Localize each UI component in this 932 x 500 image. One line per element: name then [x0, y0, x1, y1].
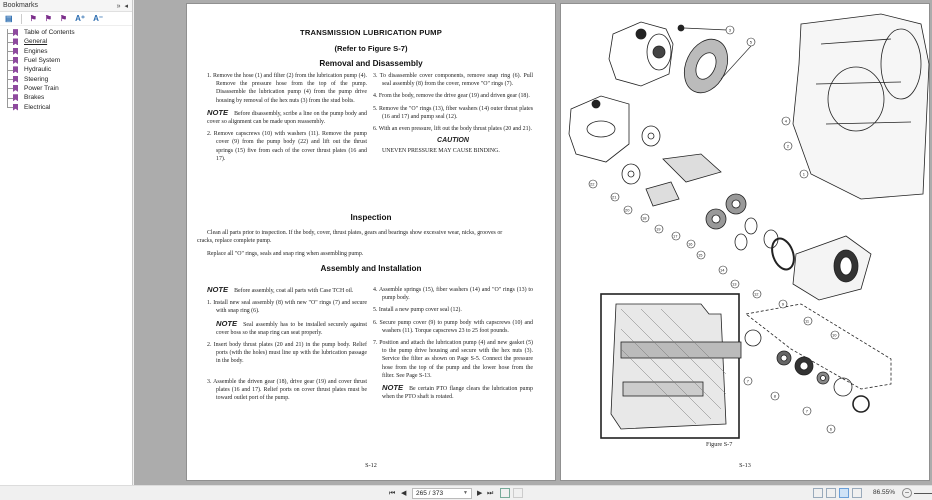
step-text: 7. Position and attach the lubrication pump (4) and new gasket (5) to the pump drive housing and secure with the hex nuts (3). Service the filter as shown on Page S-5. Connect the pressure hose from the top of the pump and the lower hose from the filter. See Page S-13.: [373, 340, 533, 379]
step-text: 2. Remove capscrews (10) with washers (11). Remove the pump cover (9) from the pump body (22) and lift out the thrust springs (15) five from each of the cover thrust plates (16 and 17).: [207, 131, 367, 162]
note-block: NOTE Be certain PTO flange clears the lubrication pump when the PTO shaft is rotated.: [382, 383, 533, 401]
note-label: NOTE: [207, 107, 229, 117]
section-heading-assembly: Assembly and Installation: [320, 264, 422, 273]
toolbar-divider: [21, 14, 22, 24]
svg-text:4: 4: [784, 118, 788, 124]
bookmark-icon: [13, 38, 18, 45]
svg-text:20: 20: [625, 207, 630, 213]
step-text: 1. Remove the hose (1) and filter (2) from the lubrication pump (4). Remove the pressure hose from the top of the pump. Disassemble the lubrication pump (4) from the pump drive housing by removal of the hex nuts (3) from the stud bolts.: [207, 73, 367, 104]
zoom-slider[interactable]: [914, 493, 932, 494]
pump-body-illustration: [609, 22, 673, 86]
bookmark-electrical[interactable]: Electrical: [6, 102, 132, 111]
removal-column-left: [207, 72, 367, 167]
bookmark-steering[interactable]: Steering: [6, 74, 132, 83]
note-block: NOTE Seal assembly has to be installed securely against cover boss so the snap ring can seat properly.: [216, 318, 367, 336]
step-text: 5. Install a new pump cover seal (12).: [373, 307, 462, 314]
bookmark-fuel-system[interactable]: Fuel System: [6, 56, 132, 65]
figure-caption: Figure S-7: [706, 441, 733, 448]
exploded-pump-diagram: [561, 4, 931, 482]
note-block: NOTE Before disassembly, scribe a line on the pump body and cover so alignment can be made upon reassembly.: [207, 107, 367, 126]
status-toolbar: [0, 485, 932, 500]
svg-text:7: 7: [746, 378, 750, 384]
svg-text:10: 10: [832, 332, 837, 338]
previous-view-icon[interactable]: [500, 488, 510, 498]
continuous-facing-view-icon[interactable]: [852, 488, 862, 498]
caution-label: CAUTION: [437, 137, 469, 145]
bookmark-icon: [13, 94, 18, 101]
svg-text:9: 9: [781, 301, 785, 307]
bookmark-expand-icon[interactable]: ⚑: [29, 13, 37, 23]
bookmark-add-icon[interactable]: ⚑: [44, 13, 52, 23]
step-text: 4. Assemble springs (15), fiber washers (14) and "O" rings (13) to pump body.: [373, 287, 533, 302]
chevron-down-icon[interactable]: ▼: [463, 490, 468, 496]
caution-text: UNEVEN PRESSURE MAY CAUSE BINDING.: [382, 148, 500, 155]
note-label: NOTE: [382, 383, 404, 393]
bookmark-icon: [13, 48, 18, 55]
note-block: NOTE Before assembly, coat all parts with Case TCH oil.: [207, 285, 354, 294]
options-icon[interactable]: ▤: [5, 13, 13, 23]
svg-text:18: 18: [642, 215, 647, 221]
zoom-level[interactable]: 86.55%: [873, 489, 896, 496]
panel-controls[interactable]: » ◂: [116, 2, 129, 10]
svg-text:13: 13: [732, 281, 737, 287]
svg-text:3: 3: [728, 27, 732, 33]
page-number-input[interactable]: 265 / 373 ▼: [412, 488, 472, 499]
step-text: 1. Install new seal assembly (8) with new "O" rings (7) and secure with snap ring (6).: [207, 300, 367, 315]
page-subtitle: (Refer to Figure S-7): [334, 44, 408, 53]
single-page-view-icon[interactable]: [813, 488, 823, 498]
step-text: 6. With an even pressure, lift out the body thrust plates (20 and 21).: [373, 126, 532, 133]
note-label: NOTE: [216, 318, 238, 328]
bookmark-hydraulic[interactable]: Hydraulic: [6, 65, 132, 74]
svg-text:19: 19: [656, 226, 661, 232]
inspection-paragraph-1: Clean all parts prior to inspection. If the body, cover, thrust plates, gears and bearings show excessive wear, nicks, grooves or cracks, replace complete pump.: [197, 230, 503, 245]
inspection-paragraph-2: Replace all "O" rings, seals and snap ring when assembling pump.: [207, 251, 364, 257]
step-text: 2. Insert body thrust plates (20 and 21) in the pump body. Relief ports (with the holes) must line up with the lubrication passage in the body.: [207, 342, 367, 365]
step-text: 4. From the body, remove the drive gear (19) and driven gear (18).: [373, 93, 530, 100]
svg-text:1: 1: [802, 171, 806, 177]
page-number: S-12: [365, 462, 377, 469]
bookmark-icon: [13, 76, 18, 83]
bookmark-brakes[interactable]: Brakes: [6, 93, 132, 102]
bookmark-power-train[interactable]: Power Train: [6, 84, 132, 93]
step-text: 3. To disassemble cover components, remove snap ring (6). Pull seal assembly (8) from the cover, remove "O" rings (7).: [373, 73, 533, 88]
page-s12: [186, 3, 556, 481]
continuous-view-icon[interactable]: [826, 488, 836, 498]
bookmark-general[interactable]: General: [6, 37, 132, 46]
previous-page-button[interactable]: ◀: [401, 490, 407, 497]
svg-text:16: 16: [688, 241, 693, 247]
bookmark-table-of-contents[interactable]: Table of Contents: [6, 28, 132, 37]
bookmark-find-icon[interactable]: ⚑: [59, 13, 68, 23]
bookmarks-title: Bookmarks: [3, 2, 39, 9]
step-text: 3. Assemble the driven gear (18), drive gear (19) and cover thrust plates (16 and 17). Relief ports on cover thrust plates must be toward outlet port of the pump.: [207, 378, 367, 402]
svg-text:12: 12: [754, 291, 759, 297]
svg-text:8: 8: [773, 393, 777, 399]
facing-pages-view-icon[interactable]: [839, 488, 849, 498]
svg-text:22: 22: [590, 181, 595, 187]
cross-section-illustration: [601, 294, 741, 438]
note-label: NOTE: [207, 285, 229, 294]
page-s13: [560, 3, 930, 481]
font-decrease-icon[interactable]: A⁻: [93, 13, 104, 23]
assembly-column-left: [207, 286, 367, 406]
bookmark-icon: [13, 57, 18, 64]
step-text: 6. Secure pump cover (9) to pump body with capscrews (10) and washers (11). Torque capscrews 23 to 25 foot pounds.: [373, 319, 533, 334]
svg-text:6: 6: [829, 426, 833, 432]
page-title: TRANSMISSION LUBRICATION PUMP: [300, 28, 442, 37]
svg-text:14: 14: [720, 267, 725, 273]
assembly-column-right: [373, 286, 533, 405]
section-heading-inspection: Inspection: [350, 213, 392, 222]
svg-text:7: 7: [805, 408, 809, 414]
page-number: S-13: [739, 462, 751, 469]
font-increase-icon[interactable]: A⁺: [75, 13, 86, 23]
bookmarks-panel: [0, 0, 133, 485]
svg-text:17: 17: [673, 233, 678, 239]
svg-text:2: 2: [786, 143, 790, 149]
next-view-icon[interactable]: [513, 488, 523, 498]
bookmark-icon: [13, 29, 18, 36]
next-page-button[interactable]: ▶: [477, 490, 483, 497]
removal-column-right: [373, 72, 533, 156]
zoom-out-icon[interactable]: −: [902, 488, 912, 498]
document-viewport[interactable]: [134, 0, 932, 485]
section-heading-removal: Removal and Disassembly: [319, 59, 423, 68]
step-text: 5. Remove the "O" rings (13), fiber washers (14) outer thrust plates (16 and 17) and pump seal (12).: [373, 105, 533, 120]
bookmark-icon: [13, 85, 18, 92]
bookmark-tree: [0, 26, 132, 112]
svg-text:15: 15: [698, 252, 703, 258]
bookmarks-header: [0, 0, 132, 12]
svg-text:5: 5: [749, 39, 753, 45]
bookmark-icon: [13, 104, 18, 111]
bookmark-icon: [13, 66, 18, 73]
last-page-button[interactable]: ⏭: [487, 490, 494, 497]
svg-text:21: 21: [612, 194, 617, 200]
bookmarks-toolbar: [0, 12, 132, 26]
bookmark-engines[interactable]: Engines: [6, 47, 132, 56]
first-page-button[interactable]: ⏮: [389, 490, 396, 497]
svg-text:11: 11: [805, 318, 810, 324]
